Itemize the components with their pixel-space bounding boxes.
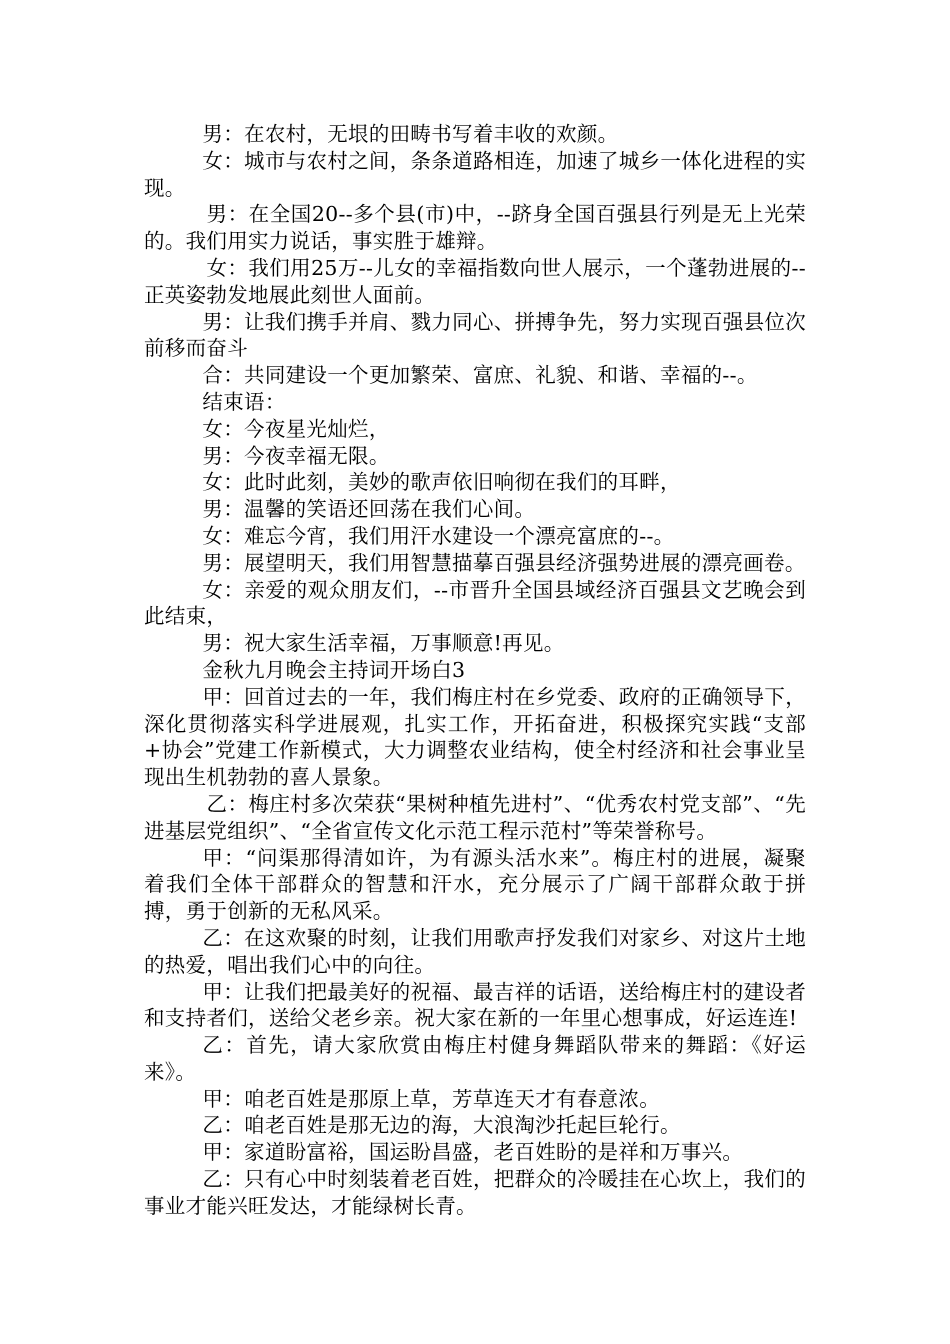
paragraph: 女：我们用25万--儿女的幸福指数向世人展示，一个蓬勃进展的--正英姿勃发地展此刻世人面前。 — [144, 255, 806, 307]
document-body — [144, 121, 806, 1220]
paragraph: 乙：梅庄村多次荣获“果树种植先进村”、“优秀农村党支部”、“先进基层党组织”、“全省宣传文化示范工程示范村”等荣誉称号。 — [144, 791, 806, 843]
paragraph: 女：此时此刻，美妙的歌声依旧响彻在我们的耳畔， — [202, 470, 681, 495]
paragraph: 乙：在这欢聚的时刻，让我们用歌声抒发我们对家乡、对这片土地的热爱，唱出我们心中的向往。 — [144, 925, 806, 977]
section-heading: 结束语： — [202, 389, 286, 414]
paragraph: 甲：家道盼富裕，国运盼昌盛，老百姓盼的是祥和万事兴。 — [202, 1140, 744, 1165]
paragraph: 男：在农村，无垠的田畴书写着丰收的欢颜。 — [202, 122, 619, 146]
paragraph: 女：今夜星光灿烂， — [202, 416, 390, 441]
paragraph: 男：祝大家生活幸福，万事顺意!再见。 — [202, 631, 565, 656]
paragraph: 乙：咱老百姓是那无边的海，大浪淘沙托起巨轮行。 — [202, 1113, 681, 1138]
paragraph: 女：城市与农村之间，条条道路相连，加速了城乡一体化进程的实现。 — [144, 148, 806, 200]
paragraph: 男：温馨的笑语还回荡在我们心间。 — [202, 497, 536, 522]
paragraph: 合：共同建设一个更加繁荣、富庶、礼貌、和谐、幸福的--。 — [202, 363, 758, 388]
paragraph: 女：难忘今宵，我们用汗水建设一个漂亮富庶的--。 — [202, 523, 675, 548]
paragraph: 乙：只有心中时刻装着老百姓，把群众的冷暖挂在心坎上，我们的事业才能兴旺发达，才能绿树长青。 — [144, 1167, 806, 1218]
paragraph: 甲：让我们把最美好的祝福、最吉祥的话语，送给梅庄村的建设者和支持者们，送给父老乡亲。祝大家在新的一年里心想事成，好运连连! — [144, 979, 806, 1031]
paragraph: 男：展望明天，我们用智慧描摹百强县经济强势进展的漂亮画卷。 — [202, 550, 806, 575]
paragraph: 男：让我们携手并肩、戮力同心、拼搏争先，努力实现百强县位次前移而奋斗 — [144, 309, 806, 361]
paragraph: 甲：“问渠那得清如许，为有源头活水来”。梅庄村的进展，凝聚着我们全体干部群众的智慧和汗水，充分展示了广阔干部群众敢于拼搏，勇于创新的无私风采。 — [144, 845, 806, 924]
paragraph: 甲：咱老百姓是那原上草，芳草连天才有春意浓。 — [202, 1086, 661, 1111]
paragraph: 甲：回首过去的一年，我们梅庄村在乡党委、政府的正确领导下，深化贯彻落实科学进展观，扎实工作，开拓奋进，积极探究实践“支部+协会”党建工作新模式，大力调整农业结构，使全村经济和社会事业呈现出生机勃勃的喜人景象。 — [144, 684, 806, 790]
paragraph: 乙：首先，请大家欣赏由梅庄村健身舞蹈队带来的舞蹈：《好运来》。 — [144, 1033, 806, 1084]
paragraph: 女：亲爱的观众朋友们，--市晋升全国县域经济百强县文艺晚会到此结束， — [144, 577, 806, 629]
paragraph: 男：在全国20--多个县(市)中，--跻身全国百强县行列是无上光荣的。我们用实力说话，事实胜于雄辩。 — [144, 202, 806, 254]
paragraph: 男：今夜幸福无限。 — [202, 443, 390, 468]
section-heading: 金秋九月晚会主持词开场白3 — [202, 657, 466, 682]
